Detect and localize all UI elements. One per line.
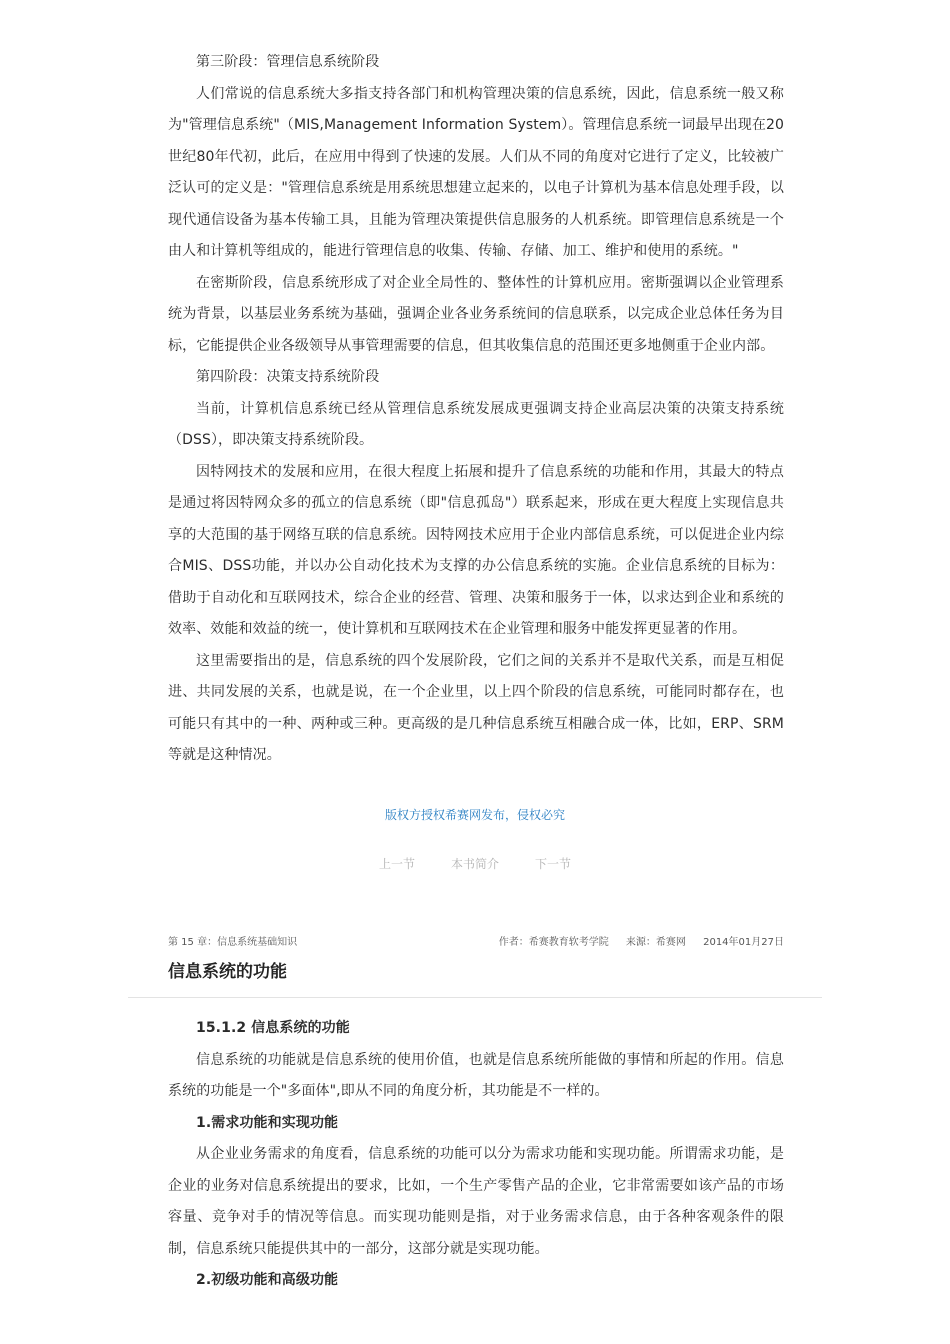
copyright-notice: 版权方授权希赛网发布，侵权必究 [384, 808, 565, 822]
stage-four-heading: 第四阶段：决策支持系统阶段 [196, 369, 380, 385]
chapter-label: 第 15 章：信息系统基础知识 [168, 937, 298, 948]
article-section-2 [168, 1013, 784, 1297]
section-heading: 15.1.2 信息系统的功能 [196, 1020, 350, 1036]
book-intro-link[interactable]: 本书简介 [450, 857, 499, 871]
subheading: 1.需求功能和实现功能 [196, 1114, 339, 1131]
subheading: 2.初级功能和高级功能 [196, 1272, 339, 1288]
prev-section-link[interactable]: 上一节 [378, 857, 415, 871]
chapter-nav [0, 855, 950, 872]
date-label: 2014年01月27日 [703, 937, 784, 948]
source-label: 来源：希赛网 [625, 937, 686, 948]
next-section-link[interactable]: 下一节 [535, 857, 572, 871]
paragraph: 在密斯阶段，信息系统形成了对企业全局性的、整体性的计算机应用。密斯强调以企业管理系统为背景，以基层业务系统为基础，强调企业各业务系统间的信息联系，以完成企业总体任务为目标，它能提供企业各级领导从事管理需要的信息，但其收集信息的范围还更多地侧重于企业内部。 [168, 274, 784, 354]
paragraph: 信息系统的功能就是信息系统的使用价值，也就是信息系统所能做的事情和所起的作用。信息系统的功能是一个"多面体",即从不同的角度分析，其功能是不一样的。 [168, 1051, 784, 1099]
paragraph: 当前，计算机信息系统已经从管理信息系统发展成更强调支持企业高层决策的决策支持系统（DSS），即决策支持系统阶段。 [168, 400, 784, 448]
paragraph: 从企业业务需求的角度看，信息系统的功能可以分为需求功能和实现功能。所谓需求功能，是企业的业务对信息系统提出的要求，比如，一个生产零售产品的企业，它非常需要如该产品的市场容量、竞争对手的情况等信息。而实现功能则是指，对于业务需求信息，由于各种客观条件的限制，信息系统只能提供其中的一部分，这部分就是实现功能。 [168, 1146, 784, 1257]
author-label: 作者：希赛教育软考学院 [498, 937, 609, 948]
paragraph: 人们常说的信息系统大多指支持各部门和机构管理决策的信息系统，因此，信息系统一般又称为"管理信息系统"（MIS,Management Information System）。管理信息系统一词最早出现在20世纪80年代初，此后，在应用中得到了快速的发展。人们从不同的角度对它进行了定义，比较被广泛认可的定义是："管理信息系统是用系统思想建立起来的，以电子计算机为基本信息处理手段，以现代通信设备为基本传输工具，且能为管理决策提供信息服务的人机系统。即管理信息系统是一个由人和计算机等组成的，能进行管理信息的收集、传输、存储、加工、维护和使用的系统。" [168, 85, 784, 259]
stage-three-heading: 第三阶段：管理信息系统阶段 [196, 54, 380, 70]
page-title: 信息系统的功能 [168, 962, 287, 982]
paragraph: 这里需要指出的是，信息系统的四个发展阶段，它们之间的关系并不是取代关系，而是互相促进、共同发展的关系，也就是说，在一个企业里，以上四个阶段的信息系统，可能同时都存在，也可能只有其中的一种、两种或三种。更高级的是几种信息系统互相融合成一体，比如，ERP、SRM等就是这种情况。 [168, 652, 784, 763]
article-meta [168, 933, 784, 948]
divider [128, 997, 822, 998]
meta-right [485, 933, 784, 948]
paragraph: 因特网技术的发展和应用，在很大程度上拓展和提升了信息系统的功能和作用，其最大的特点是通过将因特网众多的孤立的信息系统（即"信息孤岛"）联系起来，形成在更大程度上实现信息共享的大范围的基于网络互联的信息系统。因特网技术应用于企业内部信息系统，可以促进企业内综合MIS、DSS功能，并以办公自动化技术为支撑的办公信息系统的实施。企业信息系统的目标为：借助于自动化和互联网技术，综合企业的经营、管理、决策和服务于一体，以求达到企业和系统的效率、效能和效益的统一，使计算机和互联网技术在企业管理和服务中能发挥更显著的作用。 [168, 463, 784, 637]
article-section-1 [168, 47, 784, 772]
